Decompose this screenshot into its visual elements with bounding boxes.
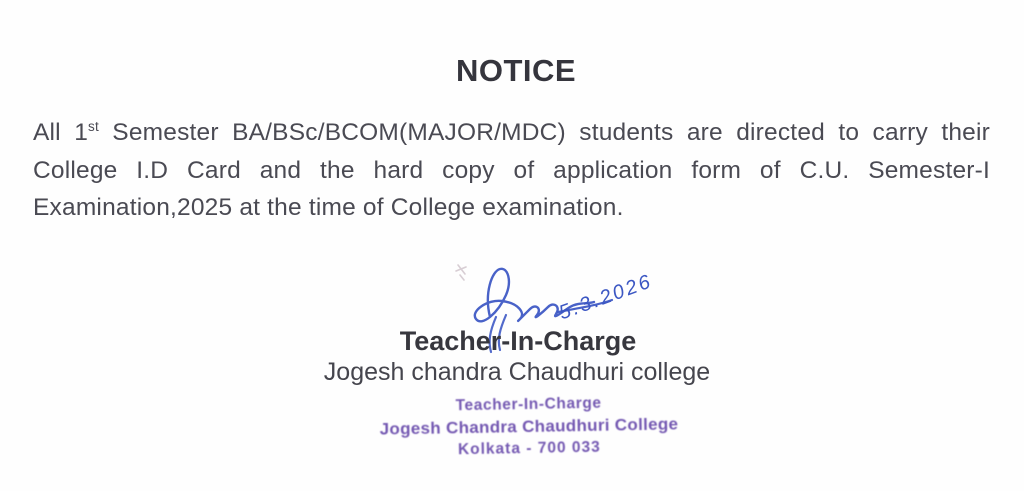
stamp-address-line: Kolkata - 700 033 <box>457 438 601 459</box>
signatory-organization: Jogesh chandra Chaudhuri college <box>323 358 711 386</box>
body-line-1-prefix: All 1 <box>33 119 89 146</box>
ink-stamp <box>17 385 1024 469</box>
body-line-1-rest: Semester BA/BSc/BCOM(MAJOR/MDC) students are directed to carry their <box>98 119 990 146</box>
notice-title: NOTICE <box>455 53 577 88</box>
body-line-2: College I.D Card and the hard copy of application form of C.U. Semester-I <box>33 156 990 184</box>
stamp-college-line: Jogesh Chandra Chaudhuri College <box>379 414 679 439</box>
stamp-title-line: Teacher-In-Charge <box>455 394 602 415</box>
body-line-1 <box>33 114 990 152</box>
pencil-scribble-mark <box>456 265 466 280</box>
signatory-title: Teacher-In-Charge <box>399 326 637 356</box>
body-line-3: Examination,2025 at the time of College examination. <box>33 194 624 221</box>
signature-date: 5.3.2026 <box>556 270 656 325</box>
notice-body <box>33 114 990 227</box>
ordinal-superscript: st <box>88 118 99 134</box>
